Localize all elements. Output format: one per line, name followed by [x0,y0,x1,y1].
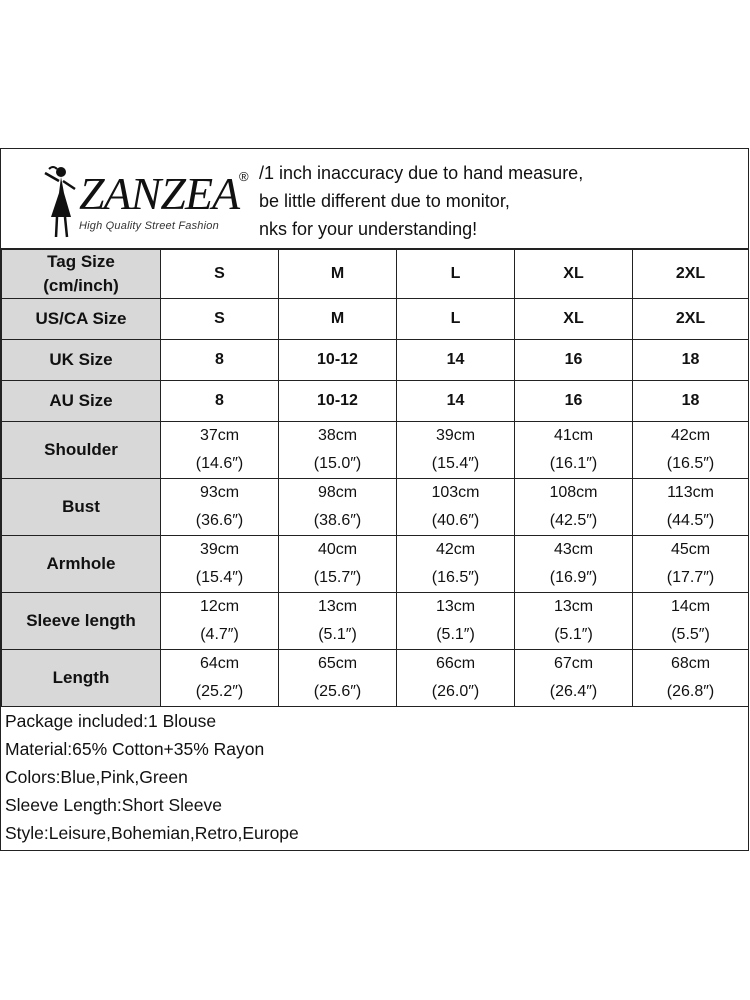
measure-cm: 67cm [553,655,594,672]
measure-cm: 65cm [317,655,358,672]
size-row [2,299,749,340]
row-label: Armhole [2,536,161,593]
measure-cell [633,479,749,536]
size-cell: 14 [397,381,515,422]
measure-cm: 37cm [199,427,240,444]
size-cell: XL [515,299,633,340]
row-label: Tag Size (cm/inch) [2,250,161,299]
row-label: Bust [2,479,161,536]
row-label: AU Size [2,381,161,422]
size-cell: L [397,299,515,340]
measure-cell [161,422,279,479]
measure-inch: (25.6″) [313,683,362,700]
measure-cm: 13cm [553,598,594,615]
measure-cell [633,536,749,593]
measure-inch: (40.6″) [431,512,480,529]
measure-row [2,422,749,479]
info-sleeve-length: Sleeve Length:Short Sleeve [5,795,222,815]
measure-row [2,650,749,707]
measure-cm: 45cm [670,541,711,558]
measure-cell [633,593,749,650]
measure-inch: (5.5″) [671,626,710,643]
measure-inch: (26.8″) [666,683,715,700]
size-row [2,340,749,381]
measure-inch: (36.6″) [195,512,244,529]
measure-cm: 41cm [553,427,594,444]
measure-cell [397,536,515,593]
measure-cell [515,650,633,707]
measure-inch: (4.7″) [200,626,239,643]
size-cell: S [161,299,279,340]
measure-cell [161,650,279,707]
measure-cm: 40cm [317,541,358,558]
measure-cell [633,422,749,479]
measure-cell [515,593,633,650]
measure-cm: 42cm [435,541,476,558]
info-package: Package included:1 Blouse [5,711,217,731]
measure-cm: 38cm [317,427,358,444]
measure-cell [279,422,397,479]
measure-cm: 12cm [199,598,240,615]
measure-inch: (14.6″) [195,455,244,472]
measure-cm: 43cm [553,541,594,558]
size-cell: XL [515,250,633,299]
measure-row [2,479,749,536]
size-table [1,249,749,707]
size-cell: S [161,250,279,299]
measure-inch: (15.4″) [431,455,480,472]
measure-inch: (16.5″) [666,455,715,472]
measure-cell [515,479,633,536]
size-cell: 8 [161,381,279,422]
header [1,149,748,249]
measure-inch: (15.7″) [313,569,362,586]
measure-cell [279,593,397,650]
registered-mark: ® [239,169,249,184]
measure-inch: (16.9″) [549,569,598,586]
measure-inch: (38.6″) [313,512,362,529]
measure-cell [397,650,515,707]
size-cell: 18 [633,340,749,381]
measure-cm: 68cm [670,655,711,672]
size-cell: 14 [397,340,515,381]
measure-inch: (17.7″) [666,569,715,586]
measure-cm: 93cm [199,484,240,501]
brand-logo [39,163,259,243]
measure-inch: (16.5″) [431,569,480,586]
size-row [2,250,749,299]
measure-cell [515,536,633,593]
measure-cell [279,536,397,593]
row-label: Sleeve length [2,593,161,650]
measure-inch: (5.1″) [554,626,593,643]
measure-cm: 39cm [435,427,476,444]
size-cell: L [397,250,515,299]
measure-inch: (25.2″) [195,683,244,700]
measure-cell [397,593,515,650]
size-row [2,381,749,422]
measure-cm: 98cm [317,484,358,501]
measure-cell [279,650,397,707]
size-cell: 2XL [633,299,749,340]
size-cell: 18 [633,381,749,422]
measure-cell [633,650,749,707]
measure-cm: 13cm [317,598,358,615]
measure-cell [515,422,633,479]
size-cell: 10-12 [279,340,397,381]
row-label: UK Size [2,340,161,381]
brand-name: ZANZEA [79,168,240,219]
measure-inch: (26.4″) [549,683,598,700]
size-chart-sheet [0,148,749,851]
info-material: Material:65% Cotton+35% Rayon [5,739,265,759]
info-style: Style:Leisure,Bohemian,Retro,Europe [5,823,299,843]
size-cell: M [279,250,397,299]
note-line: nks for your understanding! [259,219,478,239]
measure-cm: 64cm [199,655,240,672]
size-cell: 16 [515,381,633,422]
measure-inch: (15.4″) [195,569,244,586]
row-label: US/CA Size [2,299,161,340]
size-cell: M [279,299,397,340]
size-cell: 16 [515,340,633,381]
size-cell: 8 [161,340,279,381]
measure-cell [397,422,515,479]
measure-cm: 14cm [670,598,711,615]
measure-cell [397,479,515,536]
measure-cm: 39cm [199,541,240,558]
measure-cm: 113cm [667,484,714,501]
measure-row [2,536,749,593]
measure-cm: 66cm [435,655,476,672]
measurement-notes [259,159,739,243]
info-colors: Colors:Blue,Pink,Green [5,767,188,787]
size-cell: 2XL [633,250,749,299]
measure-inch: (5.1″) [318,626,357,643]
row-label: Shoulder [2,422,161,479]
note-line: be little different due to monitor, [259,191,510,211]
note-line: /1 inch inaccuracy due to hand measure, [259,163,584,183]
measure-inch: (44.5″) [666,512,715,529]
measure-cm: 42cm [670,427,711,444]
row-label: Length [2,650,161,707]
product-info [5,707,299,847]
measure-cell [161,479,279,536]
measure-cm: 13cm [435,598,476,615]
measure-cell [161,536,279,593]
measure-inch: (5.1″) [436,626,475,643]
measure-row [2,593,749,650]
measure-inch: (15.0″) [313,455,362,472]
measure-cell [279,479,397,536]
measure-inch: (26.0″) [431,683,480,700]
measure-cm: 108cm [549,484,598,501]
size-cell: 10-12 [279,381,397,422]
measure-inch: (16.1″) [549,455,598,472]
measure-cell [161,593,279,650]
brand-tagline: High Quality Street Fashion [79,220,219,232]
fashion-figure-icon [39,163,83,243]
measure-inch: (42.5″) [549,512,598,529]
measure-cm: 103cm [431,484,480,501]
